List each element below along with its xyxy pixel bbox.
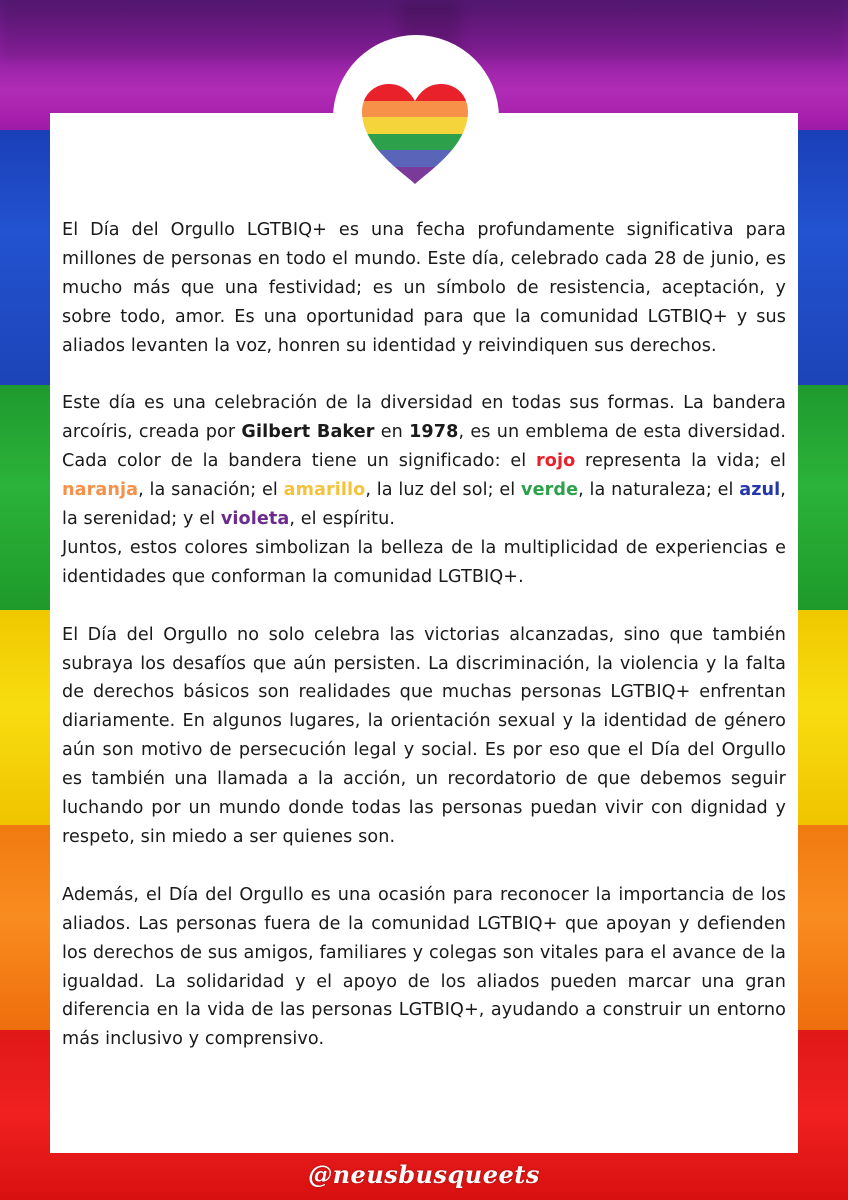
text-run: , la naturaleza; el [578,480,740,501]
text-run: , la luz del sol; el [365,480,522,501]
text-run: , es un emblema de esta diversidad. Cada color de la bandera tiene un significado: el [62,422,787,472]
article-body [62,216,786,1083]
text-run: , la serenidad; y el [62,480,786,530]
paragraph-intro: El Día del Orgullo LGTBIQ+ es una fecha profundamente significativa para millones de personas en todo el mundo. Este día, celebrado cada 28 de junio, es mucho más que una festividad; es un símbolo de resistencia, aceptación, y sobre todo, amor. Es una oportunidad para que la comunidad LGTBIQ+ y sus aliados levanten la voz, honren su identidad y reivindiquen sus derechos. [62,220,786,356]
paragraph-flag-summary: Juntos, estos colores simbolizan la belleza de la multiplicidad de experiencias e identidades que conforman la comunidad LGTBIQ+. [62,537,786,587]
text-run: , el espíritu. [289,509,396,530]
text-run: Este día es una celebración de la diversidad en todas sus formas. La bandera arcoíris, creada por [62,393,786,443]
rainbow-heart-icon [362,84,468,184]
paragraph-challenges: El Día del Orgullo no solo celebra las victorias alcanzadas, sino que también subraya los desafíos que aún persisten. La discriminación, la violencia y la falta de derechos básicos son realidades que muchas personas LGTBIQ+ enfrentan diariamente. En algunos lugares, la orientación sexual y la identidad de género aún son motivo de persecución legal y social. Es por eso que el Día del Orgullo es también una llamada a la acción, un recordatorio de que debemos seguir luchando por un mundo donde todas las personas puedan vivir con dignidad y respeto, sin miedo a ser quienes son. [62,624,786,847]
author-handle: @neusbusqueets [308,1160,540,1189]
gilbert-baker-name: Gilbert Baker [241,422,375,443]
text-run: , la sanación; el [138,480,284,501]
color-word-blue: azul [739,480,781,501]
color-word-orange: naranja [62,480,139,501]
flag-year: 1978 [409,422,459,443]
paragraph-allies: Además, el Día del Orgullo es una ocasión para reconocer la importancia de los aliados. Las personas fuera de la comunidad LGTBIQ+ que apoyan y defienden los derechos de sus amigos, familiares y colegas son vitales para el avance de la igualdad. La solidaridad y el apoyo de los aliados pueden marcar una gran diferencia en la vida de las personas LGTBIQ+, ayudando a construir un entorno más inclusivo y comprensivo. [62,884,786,1050]
color-word-yellow: amarillo [283,480,366,501]
color-word-green: verde [521,480,579,501]
color-word-violet: violeta [220,509,290,530]
paragraph-flag [62,389,786,534]
color-word-red: rojo [536,451,576,472]
text-run: en [374,422,410,443]
text-run: representa la vida; el [575,451,786,472]
